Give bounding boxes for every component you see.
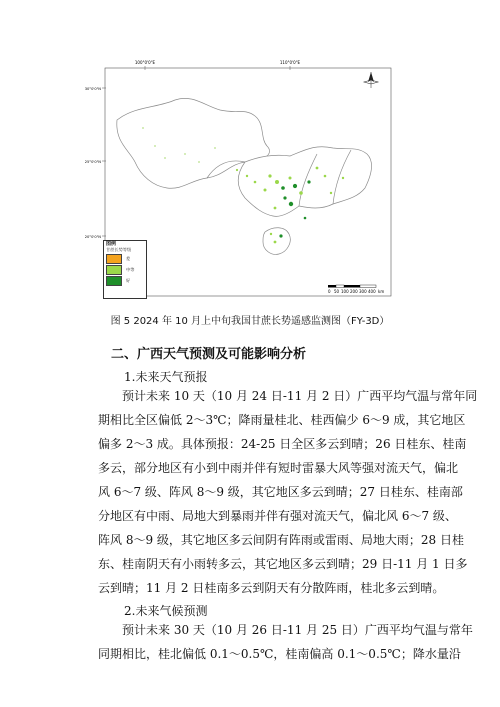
- legend-subtitle: 甘蔗长势等级: [106, 247, 132, 252]
- paragraph-line: 期相比全区偏低 2～3℃；降雨量桂北、桂西偏少 6～9 成，其它地区: [98, 413, 466, 427]
- scale-tick-50: 50: [334, 289, 340, 294]
- paragraph-line: 分地区有中雨、局地大到暴雨并伴有强对流天气，偏北风 6～7 级、: [98, 509, 457, 523]
- legend-label-poor: 差: [126, 255, 131, 261]
- figure-caption: 图 5 2024 年 10 月上中旬我国甘蔗长势遥感监测图（FY-3D）: [110, 316, 390, 327]
- scale-unit: km: [378, 289, 385, 294]
- paragraph-line: 东、桂南阴天有小雨转多云，其它地区多云到晴；29 日-11 月 1 日多: [98, 557, 468, 571]
- subsection-title-weather-forecast: 1.未来天气预报: [124, 370, 208, 384]
- legend-swatch-medium: [106, 265, 122, 275]
- paragraph-line: 同期相比，桂北偏低 0.1～0.5℃，桂南偏高 0.1～0.5℃；降水量沿: [98, 647, 461, 661]
- paragraph-line: 多云，部分地区有小到中雨并伴有短时雷暴大风等强对流天气，偏北: [98, 461, 459, 475]
- map-legend: [103, 240, 147, 299]
- legend-label-medium: 中等: [126, 266, 135, 272]
- scale-tick-400: 400: [368, 289, 376, 294]
- legend-title: 图例: [106, 241, 117, 247]
- paragraph-line: 预计未来 10 天（10 月 24 日-11 月 2 日）广西平均气温与常年同: [122, 389, 478, 403]
- scale-tick-0: 0: [328, 289, 331, 294]
- paragraph-line: 阵风 8～9 级，其它地区多云间阴有阵雨或雷雨、局地大雨；28 日桂: [98, 533, 464, 547]
- paragraph-line: 偏多 2～3 成。具体预报：24-25 日全区多云到晴；26 日桂东、桂南: [98, 437, 467, 451]
- paragraph-line: 云到晴；11 月 2 日桂南多云到阴天有分散阵雨，桂北多云到晴。: [98, 581, 445, 595]
- lon-label-100: 100°0'0"E: [134, 60, 156, 65]
- legend-swatch-good: [106, 276, 122, 286]
- legend-item-medium: [104, 264, 146, 275]
- lat-label-20: 20°0'0"N: [84, 235, 101, 239]
- climate-paragraph: [98, 618, 473, 666]
- legend-swatch-poor: [106, 254, 122, 264]
- legend-label-good: 好: [126, 277, 131, 283]
- section-title: 二、广西天气预测及可能影响分析: [111, 347, 307, 362]
- legend-item-good: [104, 275, 146, 286]
- scale-tick-300: 300: [359, 289, 367, 294]
- forecast-paragraph: [98, 384, 478, 600]
- scale-tick-100: 100: [341, 289, 349, 294]
- scale-bar: [326, 283, 394, 297]
- subsection-title-climate-forecast: 2.未来气候预测: [124, 604, 208, 618]
- paragraph-line: 预计未来 30 天（10 月 26 日-11 月 25 日）广西平均气温与常年: [122, 623, 473, 637]
- lon-label-110: 110°0'0"E: [279, 60, 301, 65]
- lat-label-30: 30°0'0"N: [84, 87, 101, 91]
- lat-label-25: 25°0'0"N: [84, 160, 101, 164]
- paragraph-line: 风 6～7 级、阵风 8～9 级，其它地区多云到晴；27 日桂东、桂南部: [98, 485, 463, 499]
- legend-item-poor: [104, 253, 146, 264]
- scale-tick-200: 200: [350, 289, 358, 294]
